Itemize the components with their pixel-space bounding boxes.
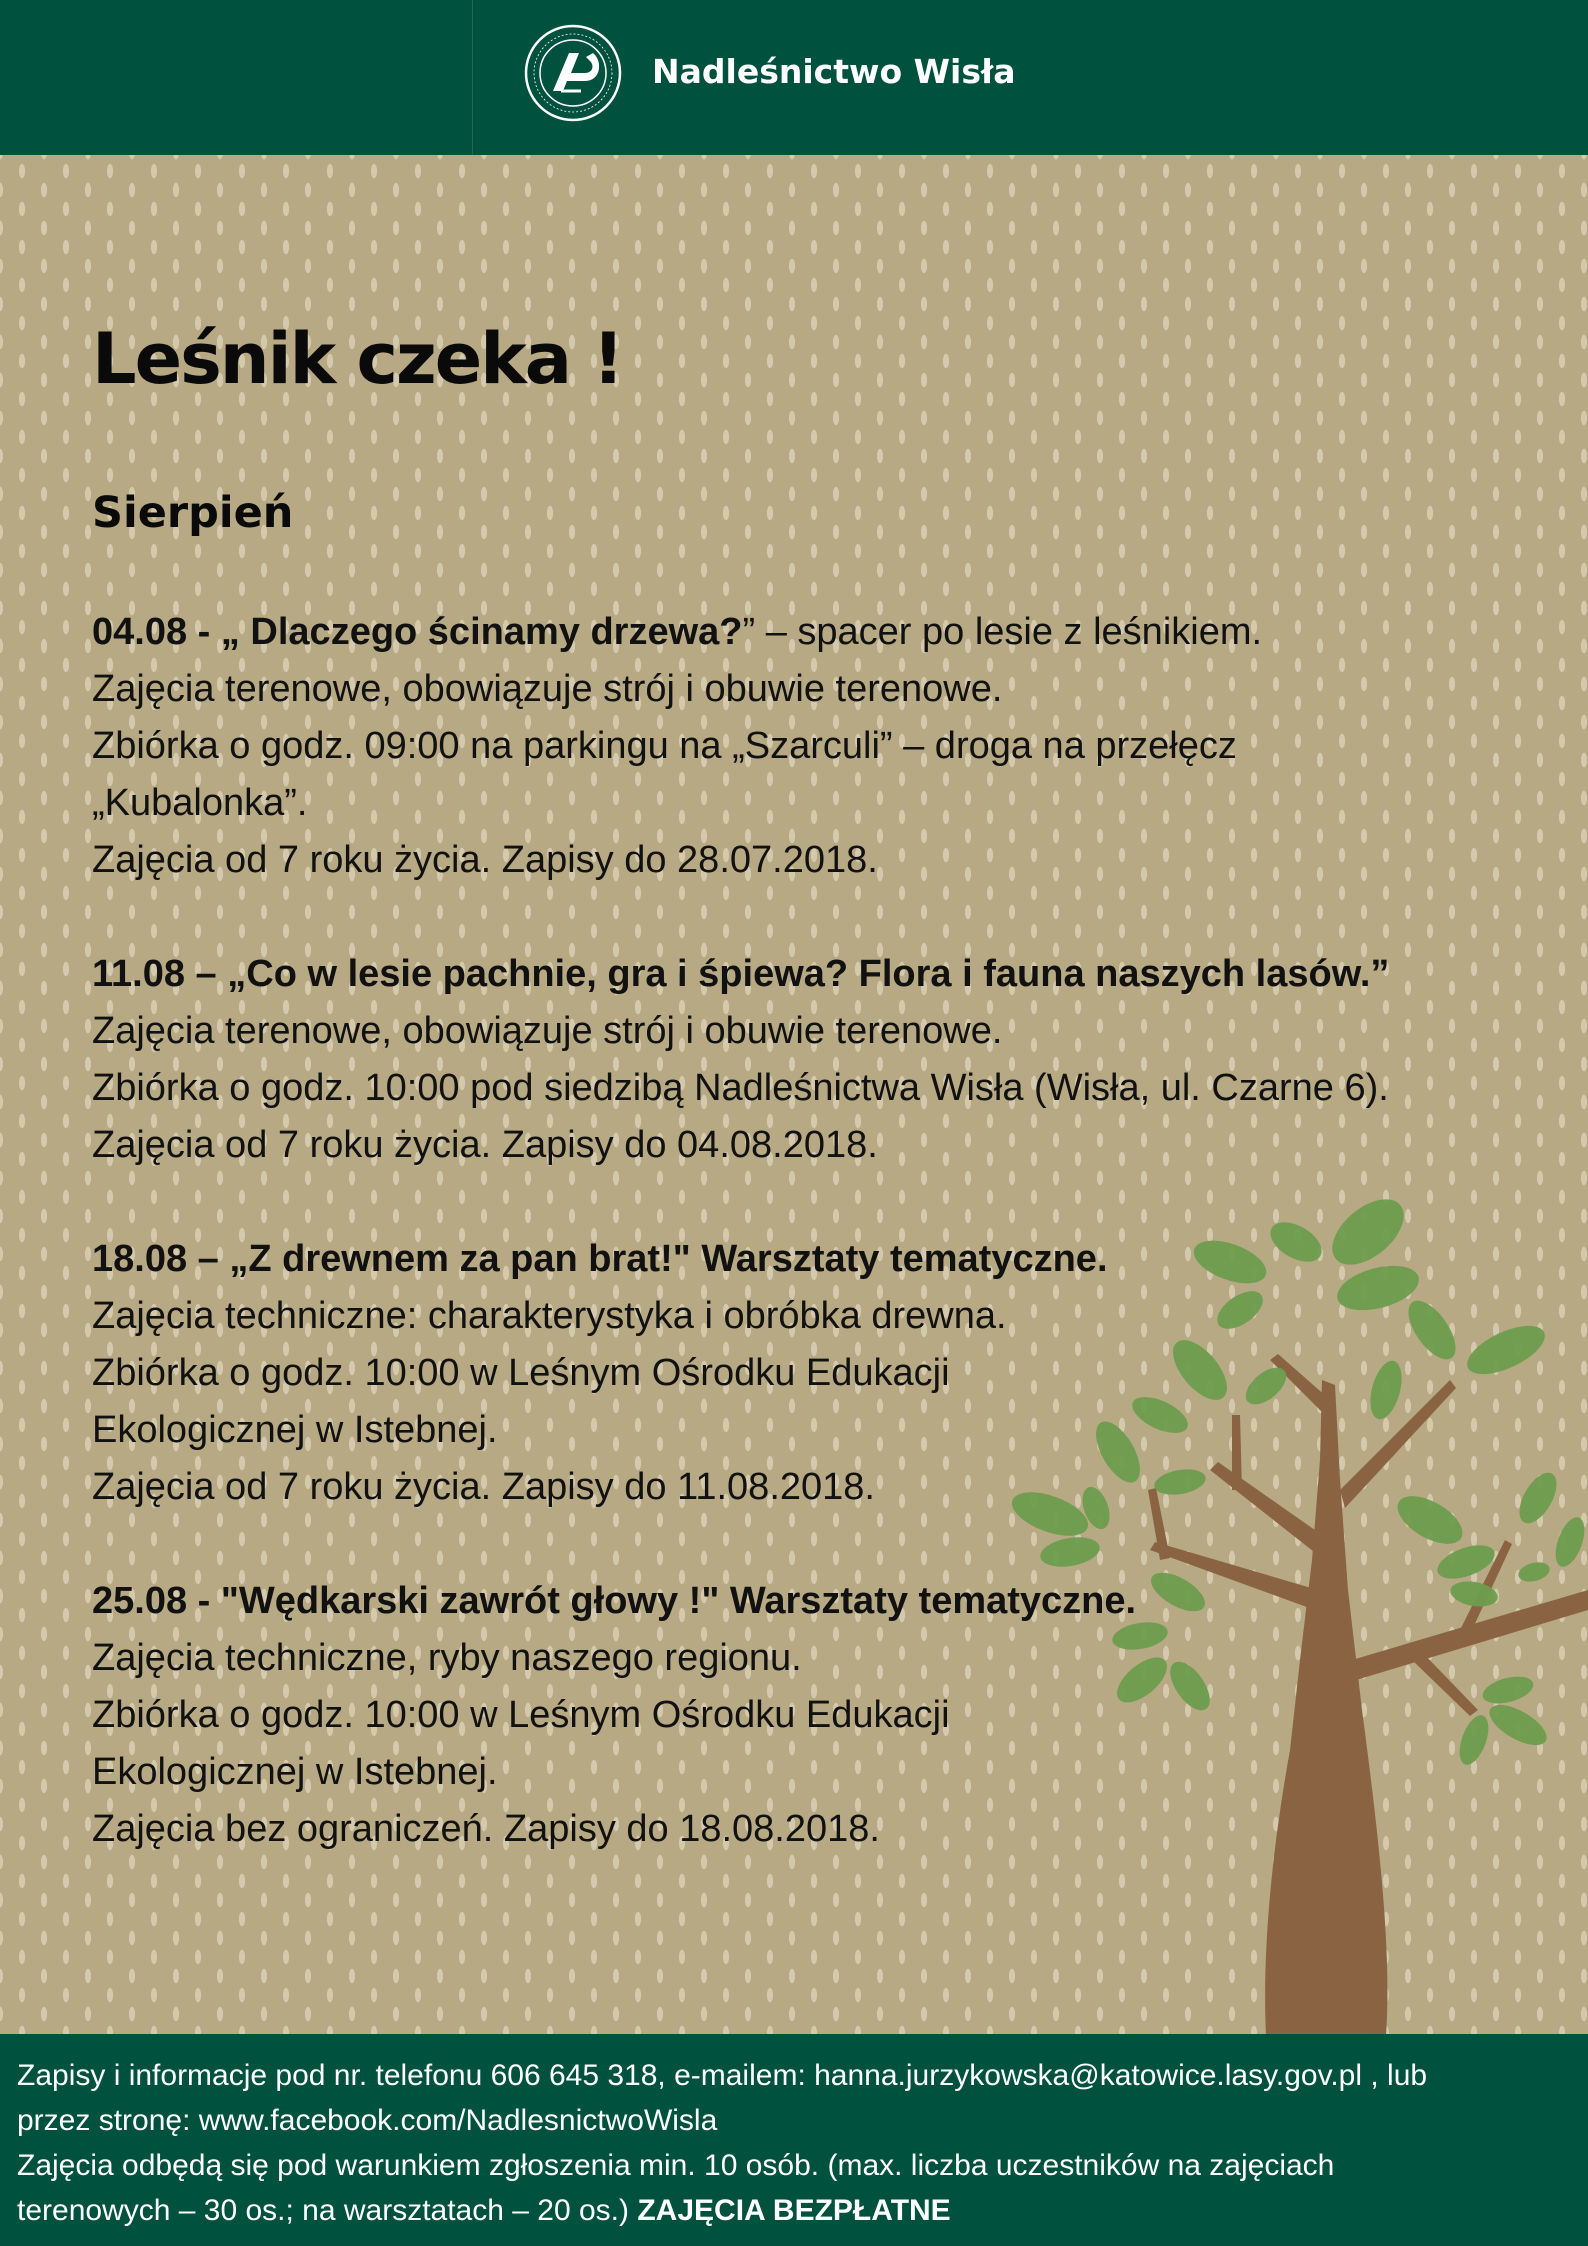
event-title: 25.08 - "Wędkarski zawrót głowy !" Warsztaty tematyczne. bbox=[92, 1580, 1137, 1622]
event-detail: Ekologicznej w Istebnej. bbox=[92, 1751, 498, 1793]
footer-info bbox=[0, 2034, 1588, 2246]
footer-conditions-line: Zajęcia odbędą się pod warunkiem zgłoszenia min. 10 osób. (max. liczba uczestników na zajęciach bbox=[17, 2149, 1335, 2182]
event-detail: Zajęcia terenowe, obowiązuje strój i obuwie terenowe. bbox=[92, 1010, 1003, 1052]
event-title: 11.08 – „Co w lesie pachnie, gra i śpiewa? Flora i fauna naszych lasów.” bbox=[92, 953, 1390, 995]
event-heading bbox=[92, 946, 1389, 1003]
footer-website-line: przez stronę: www.facebook.com/NadlesnictwoWisla bbox=[17, 2104, 718, 2137]
event-block bbox=[92, 1573, 1136, 1858]
event-detail: Zajęcia od 7 roku życia. Zapisy do 04.08.2018. bbox=[92, 1124, 878, 1166]
event-detail: Zbiórka o godz. 10:00 w Leśnym Ośrodku Edukacji bbox=[92, 1352, 950, 1394]
event-detail: Zbiórka o godz. 10:00 pod siedzibą Nadleśnictwa Wisła (Wisła, ul. Czarne 6). bbox=[92, 1067, 1389, 1109]
footer-contact-line: Zapisy i informacje pod nr. telefonu 606 645 318, e-mailem: hanna.jurzykowska@katowice.lasy.gov.pl , lub bbox=[17, 2059, 1428, 2092]
event-block bbox=[92, 946, 1389, 1174]
event-title: 18.08 – „Z drewnem za pan brat!" Warsztaty tematyczne. bbox=[92, 1238, 1108, 1280]
event-heading bbox=[92, 604, 1262, 661]
page-title: Leśnik czeka ! bbox=[92, 318, 623, 400]
footer-limits-text: terenowych – 30 os.; na warsztatach – 20 os.) bbox=[17, 2194, 629, 2227]
event-detail: Zajęcia od 7 roku życia. Zapisy do 28.07.2018. bbox=[92, 839, 878, 881]
free-classes-label: ZAJĘCIA BEZPŁATNE bbox=[637, 2194, 951, 2227]
event-detail: Zbiórka o godz. 10:00 w Leśnym Ośrodku Edukacji bbox=[92, 1694, 950, 1736]
brand-name: Nadleśnictwo Wisła bbox=[652, 52, 1016, 91]
event-detail: Zajęcia techniczne: charakterystyka i obróbka drewna. bbox=[92, 1295, 1007, 1337]
event-detail: Zajęcia od 7 roku życia. Zapisy do 11.08.2018. bbox=[92, 1466, 875, 1508]
event-block bbox=[92, 1231, 1108, 1516]
header-divider bbox=[472, 0, 473, 155]
lasy-panstwowe-logo-icon bbox=[523, 23, 623, 123]
event-detail: Zbiórka o godz. 09:00 na parkingu na „Szarculi” – droga na przełęcz bbox=[92, 725, 1237, 767]
footer-limits-line bbox=[17, 2188, 1576, 2233]
event-title: 04.08 - „ Dlaczego ścinamy drzewa? bbox=[92, 611, 743, 653]
event-heading bbox=[92, 1573, 1136, 1630]
event-detail: Ekologicznej w Istebnej. bbox=[92, 1409, 498, 1451]
event-heading bbox=[92, 1231, 1108, 1288]
event-block bbox=[92, 604, 1262, 889]
event-detail: Zajęcia terenowe, obowiązuje strój i obuwie terenowe. bbox=[92, 668, 1003, 710]
event-detail: „Kubalonka”. bbox=[92, 782, 308, 824]
month-heading: Sierpień bbox=[92, 488, 294, 538]
event-detail: Zajęcia bez ograniczeń. Zapisy do 18.08.2018. bbox=[92, 1808, 880, 1850]
header-bar bbox=[0, 0, 1588, 155]
event-detail: Zajęcia techniczne, ryby naszego regionu. bbox=[92, 1637, 802, 1679]
event-subtitle: ” – spacer po lesie z leśnikiem. bbox=[742, 611, 1263, 653]
